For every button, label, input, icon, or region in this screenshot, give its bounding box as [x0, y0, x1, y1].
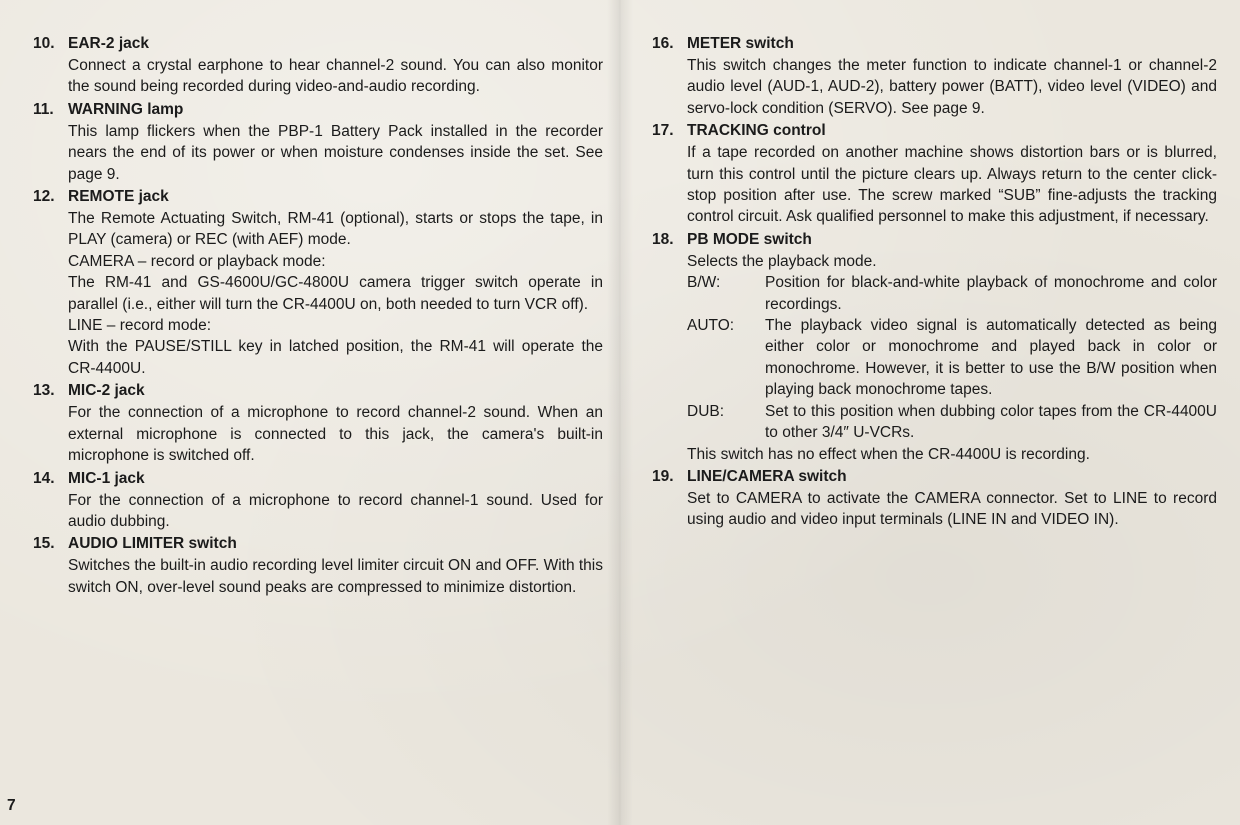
mode-description: The playback video signal is automatically detected as being either color or monochrome and played back in color or monochrome. However, it is better to use the B/W position when playing back monochrome tapes. — [765, 317, 1217, 399]
item-number: 13. — [33, 382, 55, 400]
item-heading — [33, 186, 603, 208]
item-heading — [652, 33, 1217, 55]
item-heading — [652, 229, 1217, 251]
item-number: 18. — [652, 230, 674, 248]
mode-label: AUTO: — [687, 317, 735, 335]
item-meter-switch — [652, 33, 1217, 119]
item-number: 19. — [652, 467, 674, 485]
item-title: EAR-2 jack — [68, 35, 149, 52]
item-title: TRACKING control — [687, 122, 826, 140]
item-mic-1-jack — [33, 468, 603, 533]
page-gutter — [607, 0, 633, 825]
item-description: The Remote Actuating Switch, RM-41 (optional), starts or stops the tape, in PLAY (camera) or REC (with AEF) mode. — [68, 210, 603, 249]
item-heading — [33, 533, 603, 555]
item-mic-2-jack — [33, 380, 603, 466]
item-title: PB MODE switch — [687, 230, 812, 248]
item-line-camera-switch — [652, 466, 1217, 531]
item-number: 14. — [33, 469, 55, 487]
line-mode-description: With the PAUSE/STILL key in latched position, the RM-41 will operate the CR-4400U. — [68, 338, 603, 377]
item-number: 15. — [33, 535, 55, 553]
item-number: 10. — [33, 35, 55, 52]
camera-mode-description: The RM-41 and GS-4600U/GC-4800U camera trigger switch operate in parallel (i.e., either will turn the CR-4400U on, both needed to turn VCR off). — [68, 274, 603, 313]
item-heading — [33, 33, 603, 55]
item-number: 16. — [652, 35, 674, 52]
left-column — [33, 33, 603, 599]
item-title: MIC-1 jack — [68, 469, 145, 487]
item-note: This switch has no effect when the CR-4400U is recording. — [687, 445, 1090, 463]
item-description: For the connection of a microphone to record channel-1 sound. Used for audio dubbing. — [68, 491, 603, 530]
mode-description: Set to this position when dubbing color tapes from the CR-4400U to other 3/4″ U-VCRs. — [765, 402, 1217, 442]
item-number: 11. — [33, 100, 54, 118]
item-description: Set to CAMERA to activate the CAMERA connector. Set to LINE to record using audio and video input terminals (LINE IN and VIDEO IN). — [687, 489, 1217, 529]
item-description: This lamp flickers when the PBP-1 Battery Pack installed in the recorder nears the end of its power or when moisture condenses inside the set. See page 9. — [68, 122, 603, 183]
item-title: METER switch — [687, 35, 794, 52]
item-heading — [33, 99, 603, 121]
item-title: MIC-2 jack — [68, 382, 145, 400]
item-description: If a tape recorded on another machine shows distortion bars or is blurred, turn this control until the picture clears up. Always return to the center click-stop position after use. The screw marked “SUB” fine-adjusts the tracking control circuit. Ask qualified personnel to make this adjustment, if necessary. — [687, 144, 1217, 226]
mode-row-bw — [687, 272, 1217, 315]
item-tracking-control — [652, 120, 1217, 228]
mode-description: Position for black-and-white playback of monochrome and color recordings. — [765, 274, 1217, 313]
mode-row-auto — [687, 315, 1217, 401]
item-description: Connect a crystal earphone to hear channel-2 sound. You can also monitor the sound being recorded during video-and-audio recording. — [68, 57, 603, 96]
page-number: 7 — [7, 797, 16, 814]
mode-row-dub — [687, 401, 1217, 444]
item-heading — [33, 468, 603, 490]
item-heading — [652, 120, 1217, 142]
item-heading — [33, 380, 603, 402]
item-remote-jack — [33, 186, 603, 379]
mode-label: DUB: — [687, 402, 725, 420]
item-title: AUDIO LIMITER switch — [68, 535, 237, 553]
item-number: 12. — [33, 188, 55, 206]
item-warning-lamp — [33, 99, 603, 185]
item-pb-mode-switch — [652, 229, 1217, 465]
item-title: WARNING lamp — [68, 100, 184, 118]
line-mode-label: LINE – record mode: — [68, 317, 212, 335]
item-audio-limiter-switch — [33, 533, 603, 598]
item-description: This switch changes the meter function to indicate channel-1 or channel-2 audio level (AUD-1, AUD-2), battery power (BATT), video level (VIDEO) and servo-lock condition (SERVO). See page 9. — [687, 57, 1217, 117]
item-description: Switches the built-in audio recording level limiter circuit ON and OFF. With this switch ON, over-level sound peaks are compressed to minimize distortion. — [68, 557, 603, 596]
right-column — [652, 33, 1217, 532]
item-description: For the connection of a microphone to record channel-2 sound. When an external microphone is connected to this jack, the camera's built-in microphone is switched off. — [68, 404, 603, 465]
item-heading — [652, 466, 1217, 488]
item-number: 17. — [652, 122, 674, 140]
item-title: REMOTE jack — [68, 188, 169, 206]
item-title: LINE/CAMERA switch — [687, 467, 847, 485]
mode-label: B/W: — [687, 274, 721, 292]
camera-mode-label: CAMERA – record or playback mode: — [68, 252, 326, 270]
item-intro: Selects the playback mode. — [687, 252, 877, 270]
item-ear-2-jack — [33, 33, 603, 98]
